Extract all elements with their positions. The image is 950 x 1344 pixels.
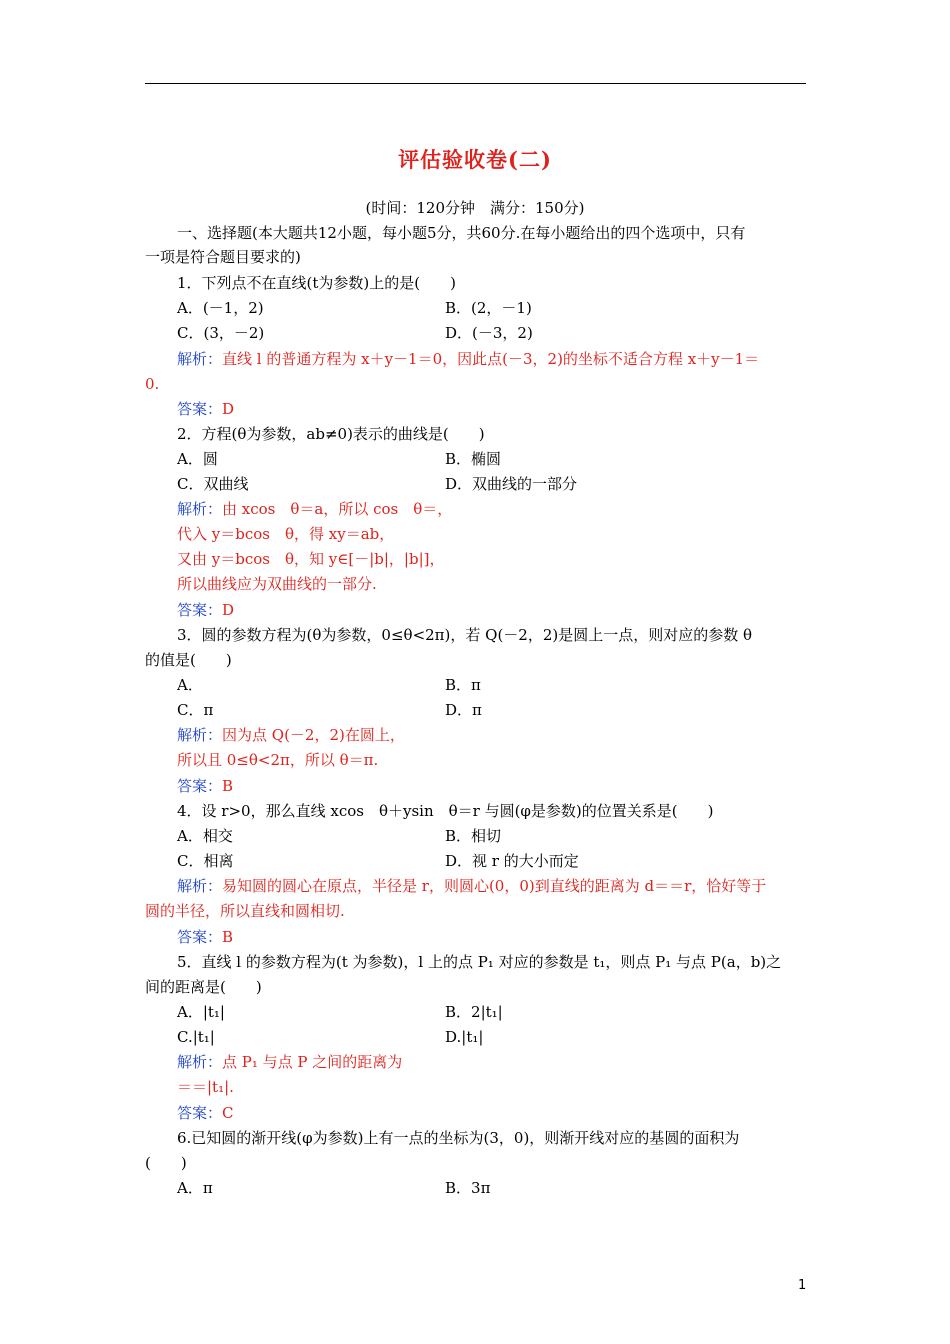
q2-option-c: C．双曲线: [177, 475, 249, 493]
q1-option-a: A．(－1，2): [177, 299, 264, 317]
q3-option-a: A．: [177, 676, 203, 694]
q6-stem-line2: ( ): [145, 1154, 187, 1172]
q3-solution-line2: 所以且 0≤θ<2π，所以 θ＝π.: [177, 751, 379, 769]
q2-solution-line2: 代入 y＝bcos θ，得 xy＝ab，: [177, 525, 395, 543]
q5-option-a: A．|t₁|: [177, 1003, 225, 1021]
q4-option-b: B．相切: [445, 827, 502, 845]
q5-option-c: C.|t₁|: [177, 1028, 215, 1046]
solution-text: 由 xcos θ＝a，所以 cos θ＝，: [222, 500, 453, 518]
q1-solution-line2: 0.: [145, 375, 160, 393]
solution-text: 因为点 Q(－2，2)在圆上，: [222, 726, 405, 744]
solution-text: 易知圆的圆心在原点，半径是 r，则圆心(0，0)到直线的距离为 d＝＝r，恰好等于: [222, 877, 767, 895]
q3-answer: [177, 775, 233, 797]
q1-solution-line1: [177, 348, 759, 370]
solution-text: 点 P₁ 与点 P 之间的距离为: [222, 1053, 403, 1071]
q6-option-b: B．3π: [445, 1179, 491, 1197]
q2-option-d: D．双曲线的一部分: [445, 475, 578, 493]
answer-label: 答案：: [177, 400, 223, 418]
q3-solution-line1: [177, 724, 405, 746]
q4-option-d: D．视 r 的大小而定: [445, 852, 579, 870]
q5-solution-line2: ＝＝|t₁|.: [177, 1078, 234, 1096]
q2-solution-line3: 又由 y＝bcos θ，知 y∈[－|b|，|b|]，: [177, 550, 445, 568]
q1-option-d: D．(－3，2): [445, 324, 533, 342]
section-instructions-line2: 一项是符合题目要求的): [145, 248, 301, 266]
q5-option-d: D.|t₁|: [445, 1028, 484, 1046]
answer-label: 答案：: [177, 1104, 223, 1122]
q2-solution-line1: [177, 498, 452, 520]
answer-value: B: [222, 928, 234, 946]
q3-option-b: B．π: [445, 676, 481, 694]
header-rule: [145, 83, 806, 84]
q4-option-a: A．相交: [177, 827, 233, 845]
q4-solution-line1: [177, 875, 766, 897]
answer-value: D: [222, 400, 235, 418]
solution-label: 解析：: [177, 500, 223, 518]
q2-option-a: A．圆: [177, 450, 218, 468]
q1-answer: [177, 398, 234, 420]
q4-answer: [177, 926, 233, 948]
page-number: 1: [798, 1278, 807, 1293]
answer-value: D: [222, 601, 235, 619]
q1-stem: 1．下列点不在直线(t为参数)上的是( ): [177, 274, 456, 292]
answer-value: C: [222, 1104, 234, 1122]
q5-solution-line1: [177, 1051, 402, 1073]
solution-label: 解析：: [177, 726, 223, 744]
q2-solution-line4: 所以曲线应为双曲线的一部分.: [177, 575, 377, 593]
q2-option-b: B．椭圆: [445, 450, 502, 468]
section-instructions-line1: 一、选择题(本大题共12小题，每小题5分，共60分.在每小题给出的四个选项中，只有: [177, 224, 746, 242]
q1-option-b: B．(2，－1): [445, 299, 532, 317]
q3-stem-line1: 3．圆的参数方程为(θ为参数，0≤θ<2π)，若 Q(－2，2)是圆上一点，则对应的参数 θ: [177, 626, 753, 644]
q4-option-c: C．相离: [177, 852, 234, 870]
q6-stem-line1: 6.已知圆的渐开线(φ为参数)上有一点的坐标为(3，0)，则渐开线对应的基圆的面积为: [177, 1129, 740, 1147]
page-title: 评估验收卷(二): [398, 147, 552, 172]
solution-label: 解析：: [177, 350, 223, 368]
solution-text: 直线 l 的普通方程为 x＋y－1＝0，因此点(－3，2)的坐标不适合方程 x＋y－1＝: [222, 350, 760, 368]
q5-stem-line1: 5．直线 l 的参数方程为(t 为参数)，l 上的点 P₁ 对应的参数是 t₁，则点 P₁ 与点 P(a，b)之: [177, 953, 782, 971]
q3-option-d: D．π: [445, 701, 482, 719]
q2-stem: 2．方程(θ为参数，ab≠0)表示的曲线是( ): [177, 425, 485, 443]
q2-answer: [177, 599, 234, 621]
answer-label: 答案：: [177, 928, 223, 946]
solution-label: 解析：: [177, 1053, 223, 1071]
q6-option-a: A．π: [177, 1179, 213, 1197]
exam-time-score: (时间：120分钟 满分：150分): [365, 199, 585, 217]
q1-option-c: C．(3，－2): [177, 324, 265, 342]
q4-stem: 4．设 r>0，那么直线 xcos θ＋ysin θ＝r 与圆(φ是参数)的位置关系是( ): [177, 802, 714, 820]
q5-stem-line2: 间的距离是( ): [145, 978, 262, 996]
answer-label: 答案：: [177, 777, 223, 795]
solution-label: 解析：: [177, 877, 223, 895]
answer-value: B: [222, 777, 234, 795]
q5-option-b: B．2|t₁|: [445, 1003, 503, 1021]
q5-answer: [177, 1102, 234, 1124]
q4-solution-line2: 圆的半径，所以直线和圆相切.: [145, 902, 345, 920]
q3-option-c: C．π: [177, 701, 214, 719]
q3-stem-line2: 的值是( ): [145, 651, 232, 669]
answer-label: 答案：: [177, 601, 223, 619]
